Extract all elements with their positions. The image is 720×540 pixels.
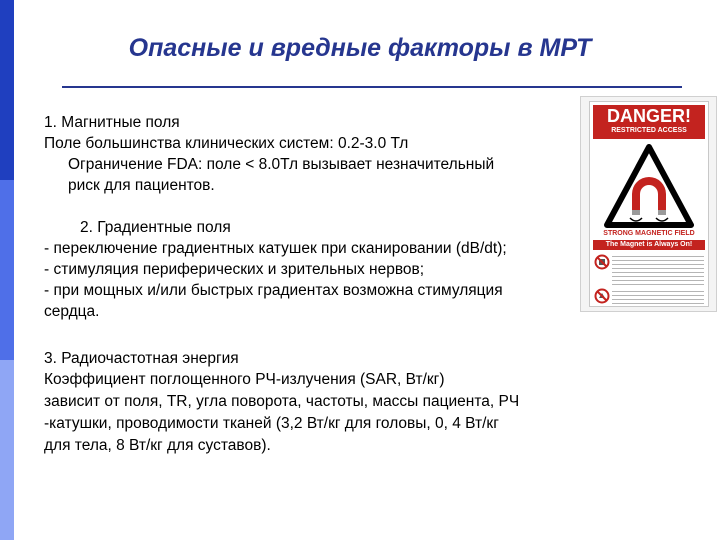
strong-field-label: STRONG MAGNETIC FIELD xyxy=(603,230,695,237)
danger-label: DANGER! xyxy=(607,106,691,126)
title-underline xyxy=(62,86,682,88)
no-metal-objects-icon xyxy=(594,288,610,304)
text-line: Коэффициент поглощенного РЧ-излучения (SAR, Вт/кг) xyxy=(44,371,445,388)
section-magnetic-heading: 1. Магнитные поля xyxy=(44,114,180,131)
section-gradient-heading: 2. Градиентные поля xyxy=(80,219,231,236)
text-line: Поле большинства клинических систем: 0.2-3.0 Тл xyxy=(44,135,409,152)
warning-triangle-icon xyxy=(604,144,694,228)
danger-header xyxy=(593,105,705,139)
side-accent-segment xyxy=(0,0,14,180)
fine-print-block xyxy=(612,288,704,304)
text-line: - при мощных и/или быстрых градиентах возможна стимуляция xyxy=(44,282,503,299)
restricted-access-label: RESTRICTED ACCESS xyxy=(611,127,687,134)
text-line: Ограничение FDA: поле < 8.0Тл вызывает незначительный xyxy=(68,156,495,173)
slide-title: Опасные и вредные факторы в МРТ xyxy=(128,34,592,62)
danger-sign-image xyxy=(580,96,717,312)
danger-sign-panel xyxy=(589,101,709,307)
text-line: зависит от поля, TR, угла поворота, частоты, массы пациента, РЧ xyxy=(44,393,520,410)
side-accent-segment xyxy=(0,180,14,360)
text-line: - переключение градиентных катушек при сканировании (dB/dt); xyxy=(44,240,507,257)
text-line: - стимуляция периферических и зрительных нервов; xyxy=(44,261,425,278)
text-line: -катушки, проводимости тканей (3,2 Вт/кг для головы, 0, 4 Вт/кг xyxy=(44,415,499,432)
side-accent-bar xyxy=(0,0,14,540)
no-pacemaker-icon xyxy=(594,254,610,270)
text-line: для тела, 8 Вт/кг для суставов). xyxy=(44,437,271,454)
always-on-label: The Magnet is Always On! xyxy=(593,240,705,250)
section-rf-heading: 3. Радиочастотная энергия xyxy=(44,350,239,367)
fine-print-block xyxy=(612,253,704,289)
text-line: сердца. xyxy=(44,303,100,320)
side-accent-segment xyxy=(0,360,14,540)
text-line: риск для пациентов. xyxy=(68,177,215,194)
